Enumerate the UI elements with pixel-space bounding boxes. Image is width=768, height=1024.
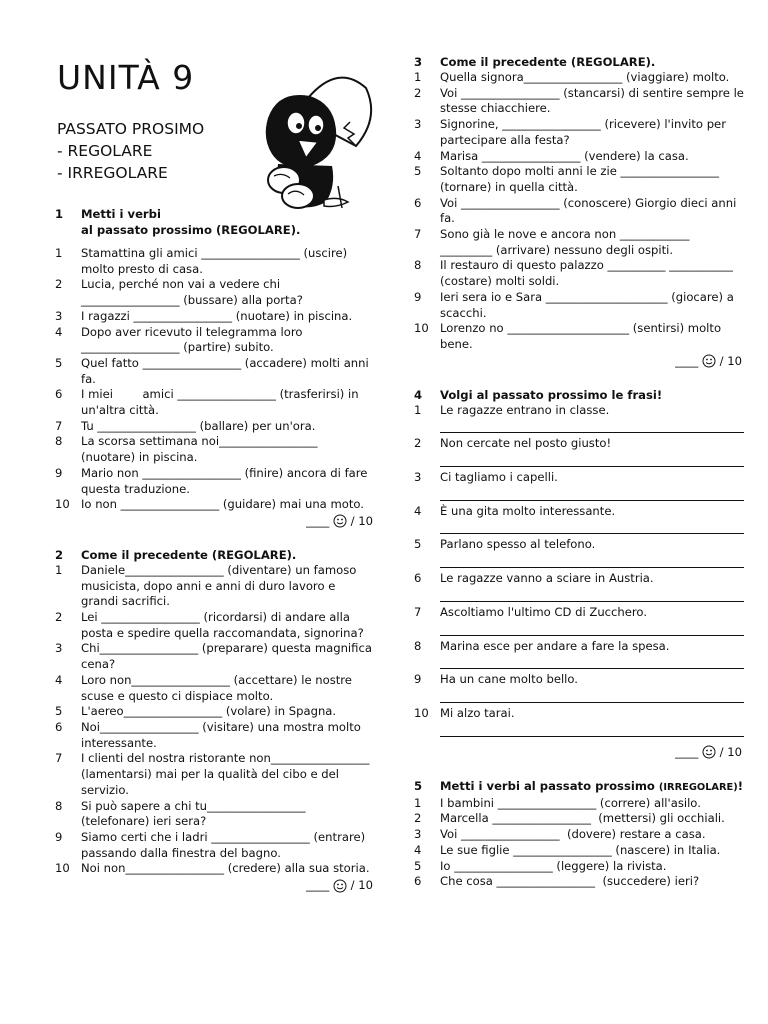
item-number: 2 (414, 811, 422, 826)
item-text: Voi _________________ (stancarsi) di sentire sempre le stesse chiacchiere. (440, 85, 744, 116)
section-number: 1 (55, 207, 64, 221)
item-number: 3 (414, 117, 422, 132)
smiley-icon (333, 514, 347, 528)
item-number: 3 (414, 827, 422, 842)
score-box (414, 744, 744, 760)
list-item (55, 799, 375, 830)
section-heading (414, 778, 744, 796)
list-item (414, 605, 744, 636)
item-number: 6 (414, 195, 422, 210)
list-item (55, 309, 375, 325)
subtitle-line: PASSATO PROSIMO (57, 120, 205, 138)
item-number: 8 (414, 638, 422, 653)
smiley-icon (333, 879, 347, 893)
section-heading-end: ! (737, 778, 744, 793)
list-item (55, 673, 375, 704)
score-blank: ____ (306, 513, 330, 528)
item-number: 5 (55, 704, 63, 719)
score-total: / 10 (350, 513, 373, 528)
list-item (414, 290, 744, 321)
list-item (55, 610, 375, 641)
item-text: I bambini _________________ (correre) all'asilo. (440, 795, 701, 810)
item-text: Non cercate nel posto giusto! (440, 436, 612, 451)
item-text: La scorsa settimana noi_________________ (nuotare) in piscina. (81, 434, 318, 465)
section-heading (414, 54, 744, 70)
list-item (414, 537, 744, 568)
score-total: / 10 (350, 878, 373, 893)
list-item (414, 149, 744, 165)
item-number: 1 (55, 562, 63, 577)
list-item (55, 861, 375, 877)
item-number: 4 (414, 148, 422, 163)
section-number: 5 (414, 778, 423, 793)
score-total: / 10 (719, 353, 742, 368)
item-text: Ascoltiamo l'ultimo CD di Zucchero. (440, 604, 648, 619)
item-text: Siamo certi che i ladri _________________ (entrare) passando dalla finestra del bagno. (81, 829, 366, 860)
item-text: I clienti del nostra ristorante non_________________ (lamentarsi) mai per la qualità del cibo e del servizio. (81, 751, 370, 797)
item-number: 6 (414, 571, 422, 586)
item-number: 5 (414, 164, 422, 179)
item-text: Le ragazze vanno a sciare in Austria. (440, 571, 654, 586)
score-total: / 10 (719, 744, 742, 759)
item-text: Mi alzo tarai. (440, 705, 515, 720)
item-text: Ci tagliamo i capelli. (440, 470, 558, 485)
exercise-5 (414, 778, 744, 890)
item-text: Noi non_________________ (credere) alla sua storia. (81, 861, 370, 876)
section-heading-line: Metti i verbi (81, 207, 161, 221)
item-number: 8 (55, 798, 63, 813)
item-text: Ieri sera io e Sara _____________________ (giocare) a scacchi. (440, 289, 734, 320)
list-item (414, 196, 744, 227)
answer-line[interactable] (440, 587, 744, 602)
section-heading-text: Metti i verbi al passato prossimo (440, 778, 659, 793)
list-item (55, 704, 375, 720)
item-text: Voi _________________ (conoscere) Giorgio dieci anni fa. (440, 195, 737, 226)
item-text: Daniele_________________ (diventare) un famoso musicista, dopo anni e anni di duro lavoro e grandi sacrifici. (81, 562, 357, 609)
item-number: 6 (414, 874, 422, 889)
exercise-1 (55, 206, 375, 529)
item-text: Ha un cane molto bello. (440, 672, 578, 687)
item-text: Marina esce per andare a fare la spesa. (440, 638, 670, 653)
list-item (414, 843, 744, 859)
item-number: 7 (414, 227, 422, 242)
item-text: Quel fatto _________________ (accadere) molti anni fa. (81, 355, 369, 386)
item-number: 2 (55, 277, 63, 292)
list-item (414, 70, 744, 86)
item-number: 2 (414, 436, 422, 451)
item-number: 4 (55, 672, 63, 687)
page-title: UNITÀ 9 (57, 58, 195, 97)
score-blank: ____ (306, 878, 330, 893)
item-number: 8 (55, 434, 63, 449)
item-text: Che cosa _________________ (succedere) ieri? (440, 874, 700, 889)
subtitle-line: - IRREGOLARE (57, 164, 168, 182)
item-text: È una gita molto interessante. (440, 503, 616, 518)
section-heading-text: Come il precedente (REGOLARE). (81, 547, 297, 562)
section-number: 2 (55, 547, 64, 562)
list-item (55, 419, 375, 435)
list-item (55, 356, 375, 387)
item-text: Il restauro di questo palazzo __________ ___________ (costare) molti soldi. (440, 258, 733, 289)
item-text: Si può sapere a chi tu_________________ (telefonare) ieri sera? (81, 798, 306, 829)
list-item (414, 672, 744, 703)
item-number: 6 (55, 387, 63, 402)
item-number: 3 (55, 641, 63, 656)
item-text: Lucia, perché non vai a vedere chi _________________ (bussare) alla porta? (81, 277, 303, 308)
list-item (55, 277, 375, 308)
item-text: I ragazzi _________________ (nuotare) in piscina. (81, 308, 353, 323)
item-number: 10 (55, 861, 70, 876)
list-item (55, 563, 375, 610)
exercise-3 (414, 54, 744, 369)
item-number: 3 (414, 470, 422, 485)
list-item (55, 497, 375, 513)
item-text: Soltanto dopo molti anni le zie _________________ (tornare) in quella città. (440, 164, 720, 194)
item-text: I miei amici _________________ (trasferirsi) in un'altra città. (81, 387, 363, 418)
item-number: 10 (55, 497, 70, 512)
item-number: 8 (414, 258, 422, 273)
item-number: 9 (414, 289, 422, 304)
list-item (414, 258, 744, 289)
score-blank: ____ (675, 353, 699, 368)
item-text: Sono già le nove e ancora non ____________ _________ (arrivare) nessuno degli ospiti. (440, 227, 690, 257)
list-item (55, 434, 375, 465)
page-subtitle (57, 118, 204, 184)
item-text: Io non _________________ (guidare) mai una moto. (81, 497, 364, 512)
item-text: Loro non_________________ (accettare) le nostre scuse e questo ci dispiace molto. (81, 672, 352, 703)
section-heading-text: Volgi al passato prossimo le frasi! (440, 387, 663, 402)
list-item (414, 436, 744, 467)
item-text: Voi _________________ (dovere) restare a casa. (440, 827, 706, 842)
list-item (414, 796, 744, 812)
list-item (55, 751, 375, 798)
item-number: 4 (414, 842, 422, 857)
exercise-2 (55, 547, 375, 893)
item-text: Quella signora_________________ (viaggiare) molto. (440, 70, 730, 84)
score-box (55, 877, 375, 893)
right-column (414, 54, 744, 890)
item-text: Mario non _________________ (finire) ancora di fare questa traduzione. (81, 465, 368, 496)
list-item (414, 874, 744, 890)
answer-line[interactable] (440, 519, 744, 534)
list-item (414, 859, 744, 875)
item-text: Io _________________ (leggere) la rivista. (440, 858, 667, 873)
item-text: Le sue figlie _________________ (nascere) in Italia. (440, 842, 721, 857)
item-number: 3 (55, 308, 63, 323)
item-number: 9 (414, 672, 422, 687)
list-item (414, 117, 744, 148)
answer-line[interactable] (440, 418, 744, 433)
section-heading-text: Come il precedente (REGOLARE). (440, 55, 656, 69)
item-number: 9 (55, 829, 63, 844)
item-text: Lei _________________ (ricordarsi) di andare alla posta e spedire quella raccomandata, signorina? (81, 610, 364, 640)
list-item (55, 466, 375, 497)
list-item (414, 321, 744, 352)
answer-line[interactable] (440, 654, 744, 669)
list-item (414, 571, 744, 602)
answer-line[interactable] (440, 688, 744, 703)
list-item (55, 830, 375, 861)
subtitle-line: - REGOLARE (57, 142, 153, 160)
list-item (414, 811, 744, 827)
smiley-icon (702, 354, 716, 368)
score-box (55, 513, 375, 529)
item-number: 7 (414, 604, 422, 619)
answer-line[interactable] (440, 486, 744, 501)
item-text: Marcella _________________ (mettersi) gli occhiali. (440, 811, 725, 826)
list-item (55, 720, 375, 751)
list-item (414, 706, 744, 737)
section-heading (55, 206, 375, 238)
list-item (55, 246, 375, 277)
item-number: 9 (55, 465, 63, 480)
item-number: 2 (414, 85, 422, 100)
list-item (414, 639, 744, 670)
answer-line[interactable] (440, 553, 744, 568)
section-heading (55, 547, 375, 563)
score-blank: ____ (675, 744, 699, 759)
item-text: L'aereo_________________ (volare) in Spagna. (81, 704, 337, 719)
item-text: Signorine, _________________ (ricevere) l'invito per partecipare alla festa? (440, 117, 726, 147)
smiley-icon (702, 745, 716, 759)
item-text: Tu _________________ (ballare) per un'ora. (81, 418, 316, 433)
item-number: 5 (55, 355, 63, 370)
item-text: Marisa _________________ (vendere) la casa. (440, 148, 689, 163)
item-number: 4 (414, 503, 422, 518)
item-text: Chi_________________ (preparare) questa magnifica cena? (81, 641, 372, 672)
item-number: 7 (55, 418, 63, 433)
exercise-4 (414, 387, 744, 760)
item-number: 6 (55, 719, 63, 734)
list-item (55, 387, 375, 418)
list-item (414, 164, 744, 195)
section-heading (414, 387, 744, 403)
list-item (55, 325, 375, 356)
list-item (414, 504, 744, 535)
item-text: Stamattina gli amici _________________ (uscire) molto presto di casa. (81, 246, 348, 276)
item-number: 2 (55, 610, 63, 625)
answer-line[interactable] (440, 722, 744, 737)
list-item (414, 827, 744, 843)
section-heading-small: (IRREGOLARE) (658, 781, 738, 793)
score-box (414, 353, 744, 369)
list-item (414, 403, 744, 434)
list-item (414, 227, 744, 258)
answer-line[interactable] (440, 452, 744, 467)
section-number: 3 (414, 55, 423, 69)
item-number: 5 (414, 537, 422, 552)
section-heading-line: al passato prossimo (REGOLARE). (81, 223, 301, 237)
section-number: 4 (414, 387, 423, 402)
item-number: 1 (414, 795, 422, 810)
item-text: Noi_________________ (visitare) una mostra molto interessante. (81, 719, 361, 750)
answer-line[interactable] (440, 621, 744, 636)
list-item (55, 641, 375, 672)
item-number: 1 (55, 246, 63, 260)
item-text: Lorenzo no _____________________ (sentirsi) molto bene. (440, 321, 722, 351)
item-text: Dopo aver ricevuto il telegramma loro _________________ (partire) subito. (81, 324, 303, 355)
item-text: Parlano spesso al telefono. (440, 537, 596, 552)
list-item (414, 86, 744, 117)
mascot-illustration (238, 68, 383, 213)
left-column (55, 206, 375, 893)
item-number: 1 (414, 70, 422, 84)
item-text: Le ragazze entrano in classe. (440, 402, 610, 417)
item-number: 1 (414, 402, 422, 417)
item-number: 10 (414, 321, 429, 336)
item-number: 5 (414, 858, 422, 873)
item-number: 10 (414, 705, 429, 720)
list-item (414, 470, 744, 501)
item-number: 4 (55, 324, 63, 339)
item-number: 7 (55, 751, 63, 766)
